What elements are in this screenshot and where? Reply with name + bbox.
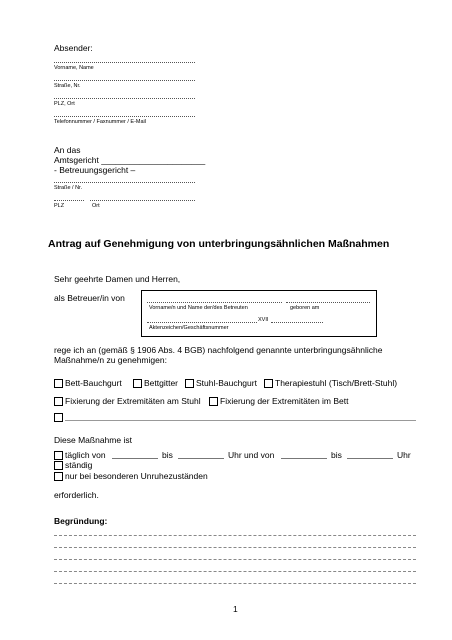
option-bettgitter: Bettgitter bbox=[144, 378, 179, 388]
checkbox-unrest[interactable] bbox=[54, 472, 63, 481]
option-fixierung-stuhl: Fixierung der Extremitäten am Stuhl bbox=[65, 396, 201, 406]
recipient-line1: An das bbox=[54, 145, 81, 155]
recipient-court[interactable]: Amtsgericht ______________________ bbox=[54, 155, 206, 165]
sender-city-field[interactable] bbox=[54, 98, 195, 99]
document-title: Antrag auf Genehmigung von unterbringungsähnlichen Maßnahmen bbox=[48, 238, 390, 250]
daily-bis-1: bis bbox=[162, 450, 173, 460]
reason-line[interactable] bbox=[54, 535, 416, 536]
daily-to-2[interactable] bbox=[347, 458, 393, 459]
checkbox-other[interactable] bbox=[54, 413, 63, 422]
caretaker-label: als Betreuer/in von bbox=[54, 293, 125, 303]
birthdate-label: geboren am bbox=[290, 305, 320, 311]
recipient-plz-label: PLZ bbox=[54, 203, 65, 209]
request-text-1: rege ich an (gemäß § 1906 Abs. 4 BGB) nachfolgend genannte unterbringungsähnliche bbox=[54, 345, 383, 355]
checkbox-bettgitter[interactable] bbox=[133, 379, 142, 388]
recipient-plz-field[interactable] bbox=[54, 200, 84, 201]
unrest-label: nur bei besonderen Unruhezuständen bbox=[65, 471, 208, 481]
reason-line[interactable] bbox=[54, 571, 416, 572]
sender-street-label: Straße, Nr. bbox=[54, 83, 81, 89]
person-name-field[interactable] bbox=[147, 302, 282, 303]
option-bett-bauchgurt: Bett-Bauchgurt bbox=[65, 378, 122, 388]
measure-heading: Diese Maßnahme ist bbox=[54, 435, 132, 445]
sender-contact-field[interactable] bbox=[54, 116, 195, 117]
checkbox-fixierung-bett[interactable] bbox=[209, 397, 218, 406]
option-therapiestuhl: Therapiestuhl (Tisch/Brett-Stuhl) bbox=[275, 378, 398, 388]
checkbox-stuhl-bauchgurt[interactable] bbox=[185, 379, 194, 388]
checkbox-fixierung-stuhl[interactable] bbox=[54, 397, 63, 406]
birthdate-field[interactable] bbox=[286, 302, 370, 303]
checkbox-therapiestuhl[interactable] bbox=[264, 379, 273, 388]
reason-line[interactable] bbox=[54, 547, 416, 548]
daily-from-1[interactable] bbox=[112, 458, 158, 459]
xvii-label: XVII bbox=[258, 317, 269, 323]
recipient-ort-field[interactable] bbox=[90, 200, 195, 201]
daily-label: täglich von bbox=[65, 450, 106, 460]
checkbox-bett-bauchgurt[interactable] bbox=[54, 379, 63, 388]
recipient-ort-label: Ort bbox=[92, 203, 100, 209]
checkbox-constant[interactable] bbox=[54, 461, 63, 470]
required-label: erforderlich. bbox=[54, 490, 99, 500]
reason-line[interactable] bbox=[54, 559, 416, 560]
constant-label: ständig bbox=[65, 460, 93, 470]
daily-bis-2: bis bbox=[331, 450, 342, 460]
request-text-2: Maßnahme/n zu genehmigen: bbox=[54, 355, 167, 365]
sender-heading: Absender: bbox=[54, 43, 93, 53]
recipient-line3: - Betreuungsgericht – bbox=[54, 165, 136, 175]
greeting: Sehr geehrte Damen und Herren, bbox=[54, 274, 181, 284]
daily-to-1[interactable] bbox=[178, 458, 224, 459]
reason-heading: Begründung: bbox=[54, 516, 108, 526]
file-number-field[interactable] bbox=[147, 322, 257, 323]
person-name-label: Vorname/n und Name der/des Betreuten bbox=[149, 305, 248, 311]
checkbox-daily[interactable] bbox=[54, 451, 63, 460]
file-number-label: Aktenzeichen/Geschäftsnummer bbox=[149, 325, 229, 331]
sender-city-label: PLZ, Ort bbox=[54, 101, 75, 107]
sender-street-field[interactable] bbox=[54, 80, 195, 81]
xvii-field[interactable] bbox=[271, 322, 323, 323]
daily-uhr-und-von: Uhr und von bbox=[228, 450, 275, 460]
other-measure-field[interactable] bbox=[65, 420, 416, 421]
option-stuhl-bauchgurt: Stuhl-Bauchgurt bbox=[196, 378, 257, 388]
option-fixierung-bett: Fixierung der Extremitäten im Bett bbox=[220, 396, 349, 406]
page-number: 1 bbox=[233, 604, 238, 614]
sender-contact-label: Telefonnummer / Faxnummer / E-Mail bbox=[54, 119, 146, 125]
sender-name-label: Vorname, Name bbox=[54, 65, 94, 71]
daily-uhr: Uhr bbox=[397, 450, 411, 460]
daily-from-2[interactable] bbox=[281, 458, 327, 459]
recipient-street-field[interactable] bbox=[54, 182, 195, 183]
recipient-street-label: Straße / Nr. bbox=[54, 185, 83, 191]
sender-name-field[interactable] bbox=[54, 62, 195, 63]
reason-line[interactable] bbox=[54, 583, 416, 584]
